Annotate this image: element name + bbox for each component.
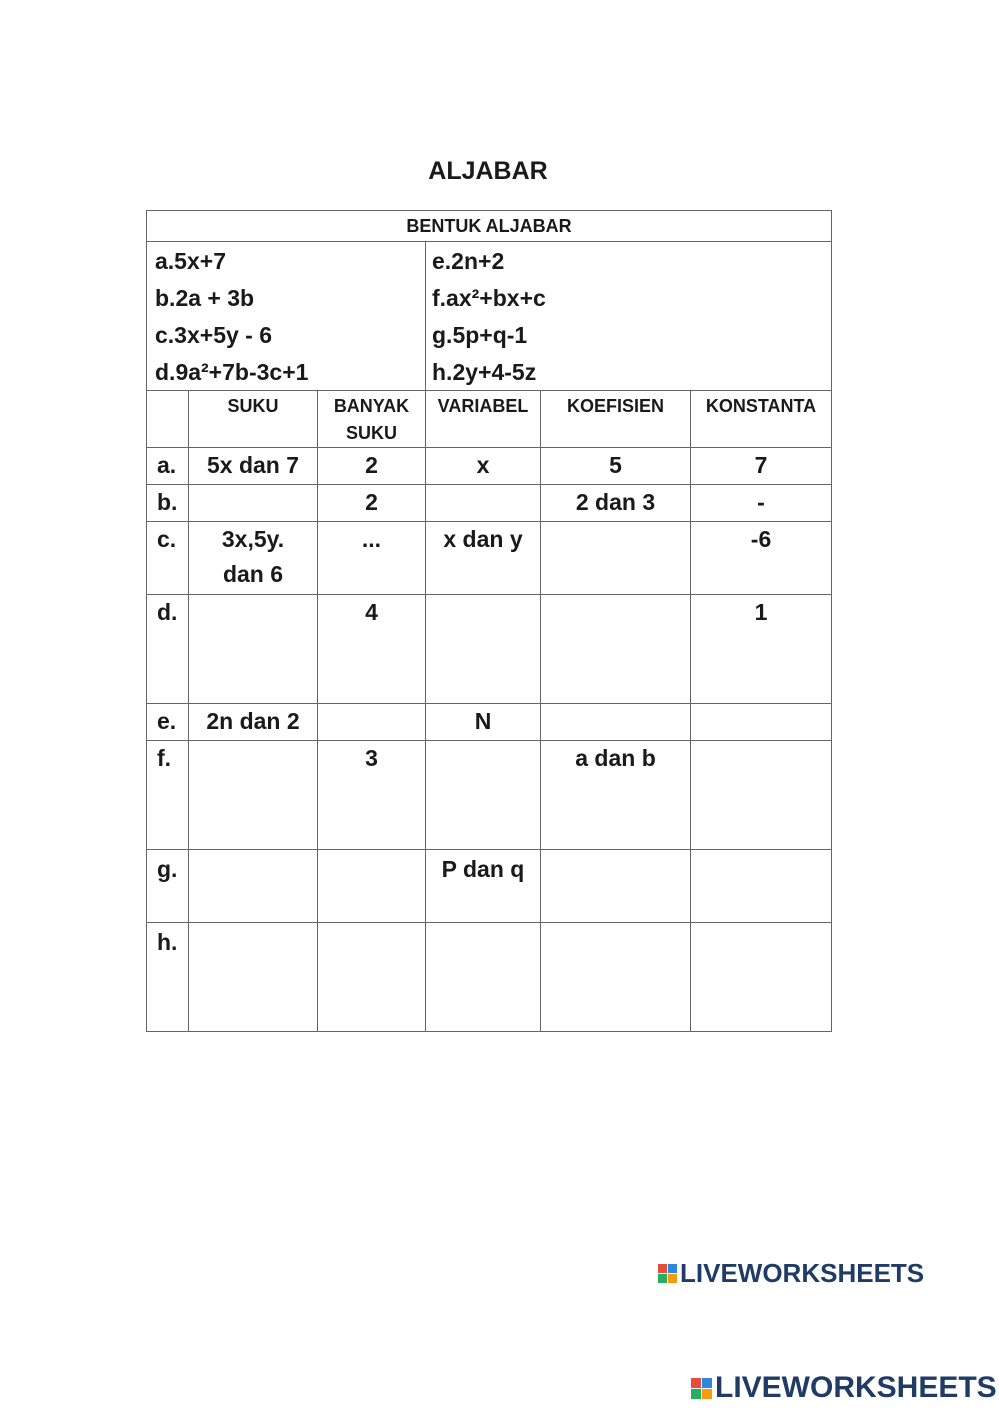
cell-suku[interactable]: 3x,5y. dan 6 — [189, 522, 318, 595]
cell-variabel[interactable] — [426, 741, 541, 850]
cell-konstanta[interactable] — [691, 850, 832, 923]
row-label: d. — [147, 595, 189, 704]
table-row — [147, 485, 832, 522]
cell-variabel[interactable] — [426, 595, 541, 704]
column-header-blank — [147, 391, 189, 448]
table-row — [147, 704, 832, 741]
cell-variabel[interactable] — [426, 485, 541, 522]
cell-koefisien[interactable] — [541, 522, 691, 595]
cell-banyak-suku[interactable] — [318, 850, 426, 923]
column-header-koefisien: KOEFISIEN — [541, 391, 691, 448]
table-header: BENTUK ALJABAR — [147, 211, 832, 242]
row-label: g. — [147, 850, 189, 923]
expression-e: e.2n+2 — [432, 248, 505, 274]
badge-square-orange — [702, 1389, 712, 1399]
cell-koefisien[interactable] — [541, 850, 691, 923]
cell-koefisien[interactable] — [541, 923, 691, 1032]
cell-banyak-suku[interactable] — [318, 704, 426, 741]
column-header-konstanta: KONSTANTA — [691, 391, 832, 448]
table-row — [147, 595, 832, 704]
cell-konstanta[interactable]: -6 — [691, 522, 832, 595]
cell-variabel[interactable]: x — [426, 448, 541, 485]
liveworksheets-badge-icon — [691, 1378, 712, 1399]
cell-variabel[interactable] — [426, 923, 541, 1032]
cell-banyak-suku[interactable]: ... — [318, 522, 426, 595]
table-row — [147, 741, 832, 850]
expressions-left — [147, 242, 426, 391]
expression-a: a.5x+7 — [155, 248, 226, 274]
banyak-suku-line1: BANYAK — [333, 396, 410, 416]
row-label: c. — [147, 522, 189, 595]
expression-g: g.5p+q-1 — [432, 322, 528, 348]
cell-koefisien[interactable] — [541, 704, 691, 741]
row-label: a. — [147, 448, 189, 485]
badge-square-red — [658, 1264, 667, 1273]
expressions-right — [426, 242, 832, 391]
cell-koefisien[interactable]: 5 — [541, 448, 691, 485]
page-title: ALJABAR — [428, 157, 548, 185]
cell-banyak-suku[interactable] — [318, 923, 426, 1032]
cell-suku[interactable]: 2n dan 2 — [189, 704, 318, 741]
cell-banyak-suku[interactable]: 2 — [318, 485, 426, 522]
badge-square-red — [691, 1378, 701, 1388]
liveworksheets-logo — [658, 1258, 924, 1289]
cell-banyak-suku[interactable]: 2 — [318, 448, 426, 485]
row-label: e. — [147, 704, 189, 741]
cell-konstanta[interactable]: 1 — [691, 595, 832, 704]
cell-suku[interactable] — [189, 741, 318, 850]
banyak-suku-line2: SUKU — [345, 423, 397, 443]
cell-koefisien[interactable] — [541, 595, 691, 704]
cell-banyak-suku[interactable]: 3 — [318, 741, 426, 850]
cell-suku[interactable] — [189, 923, 318, 1032]
logo-text: LIVEWORKSHEETS — [680, 1258, 925, 1288]
liveworksheets-badge-icon — [658, 1264, 677, 1283]
cell-konstanta[interactable] — [691, 741, 832, 850]
badge-square-green — [658, 1274, 667, 1283]
row-label: b. — [147, 485, 189, 522]
cell-suku[interactable] — [189, 485, 318, 522]
cell-variabel[interactable]: N — [426, 704, 541, 741]
expression-c: c.3x+5y - 6 — [155, 322, 273, 348]
expression-d: d.9a²+7b-3c+1 — [155, 359, 309, 385]
expression-f: f.ax²+bx+c — [432, 285, 546, 311]
table-row — [147, 850, 832, 923]
cell-suku[interactable]: 5x dan 7 — [189, 448, 318, 485]
badge-square-blue — [668, 1264, 677, 1273]
cell-variabel[interactable]: P dan q — [426, 850, 541, 923]
table-row — [147, 448, 832, 485]
badge-square-blue — [702, 1378, 712, 1388]
liveworksheets-logo-footer — [691, 1371, 997, 1405]
table-row — [147, 923, 832, 1032]
column-header-variabel: VARIABEL — [426, 391, 541, 448]
cell-koefisien[interactable]: 2 dan 3 — [541, 485, 691, 522]
algebra-table — [146, 210, 832, 1032]
column-header-suku: SUKU — [189, 391, 318, 448]
logo-text: LIVEWORKSHEETS — [715, 1371, 997, 1404]
badge-square-orange — [668, 1274, 677, 1283]
cell-banyak-suku[interactable]: 4 — [318, 595, 426, 704]
badge-square-green — [691, 1389, 701, 1399]
cell-suku[interactable] — [189, 850, 318, 923]
cell-variabel[interactable]: x dan y — [426, 522, 541, 595]
column-header-banyak-suku — [318, 391, 426, 448]
cell-suku[interactable] — [189, 595, 318, 704]
cell-konstanta[interactable] — [691, 704, 832, 741]
cell-koefisien[interactable]: a dan b — [541, 741, 691, 850]
cell-konstanta[interactable]: - — [691, 485, 832, 522]
expression-b: b.2a + 3b — [155, 285, 255, 311]
table-row — [147, 522, 832, 595]
cell-konstanta[interactable]: 7 — [691, 448, 832, 485]
row-label: h. — [147, 923, 189, 1032]
cell-konstanta[interactable] — [691, 923, 832, 1032]
expression-h: h.2y+4-5z — [432, 359, 537, 385]
row-label: f. — [147, 741, 189, 850]
